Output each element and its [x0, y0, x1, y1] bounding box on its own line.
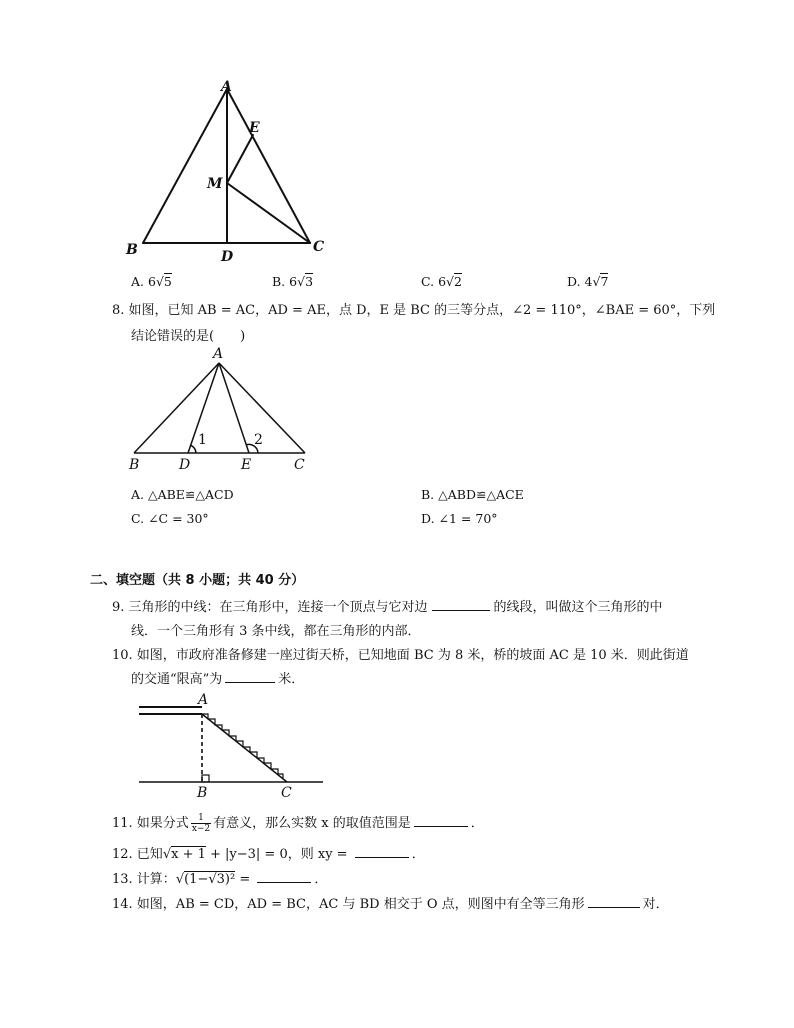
q10-text-b: 米． — [278, 672, 305, 687]
label-e: E — [241, 457, 252, 473]
figure-q10 — [135, 700, 330, 790]
fraction-numerator: 1 — [191, 813, 211, 824]
option-letter: B. — [272, 274, 286, 289]
q8-option-d[interactable]: D. ∠1 = 70° — [421, 511, 498, 526]
option-coef: 4 — [584, 274, 593, 289]
q14-text: 14. 如图，AB = CD，AD = BC，AC 与 BD 相交于 O 点，则图中有全等三角形 — [112, 897, 585, 912]
q9-line2: 线．一个三角形有 3 条中线，都在三角形的内部． — [131, 624, 421, 639]
option-letter: C. — [421, 274, 435, 289]
figure-q8 — [125, 355, 315, 465]
q8-stem-line1: 8. 如图，已知 AB = AC，AD = AE，点 D，E 是 BC 的三等分点，∠2 = 110°，∠BAE = 60°，下列 — [112, 303, 716, 318]
label-m: M — [207, 176, 223, 192]
sqrt-icon: √ — [162, 847, 172, 862]
q7-option-d[interactable] — [567, 274, 608, 289]
q12-end: ． — [411, 847, 425, 862]
q14-end: 对． — [642, 897, 669, 912]
q12-mid: + |y−3| = 0，则 xy = — [205, 847, 352, 862]
q10-answer-blank[interactable] — [225, 670, 275, 683]
label-b: B — [126, 242, 138, 258]
q7-option-c[interactable] — [421, 274, 462, 289]
label-c: C — [294, 457, 305, 473]
label-d: D — [179, 457, 191, 473]
option-radicand: 3 — [305, 274, 314, 289]
q9-line1 — [112, 596, 663, 615]
q9-text-b: 的线段，叫做这个三角形的中 — [493, 600, 663, 615]
segment-mc — [227, 183, 310, 243]
label-c: C — [281, 785, 292, 801]
figure-q7 — [120, 75, 340, 270]
option-radicand: 7 — [600, 274, 609, 289]
sqrt-icon: √ — [175, 872, 185, 887]
section-title: 二、填空题（共 8 小题；共 40 分） — [90, 573, 305, 588]
q13-radicand: (1−√3)² — [184, 872, 236, 887]
q11-prefix: 11. 如果分式 — [112, 816, 189, 831]
label-a: A — [221, 79, 232, 95]
sqrt-icon: √ — [297, 274, 306, 289]
q10-text-a: 的交通“限高”为 — [131, 672, 223, 687]
sqrt-icon: √ — [446, 274, 454, 289]
option-letter: D. — [567, 274, 581, 289]
label-b: B — [129, 457, 140, 473]
q11-end: ． — [470, 816, 484, 831]
label-a: A — [213, 346, 224, 362]
option-letter: A. — [131, 274, 145, 289]
q8-stem-line2: 结论错误的是( ) — [131, 329, 246, 344]
right-angle-mark — [202, 775, 209, 782]
label-e: E — [249, 120, 260, 136]
segment-ab — [143, 89, 227, 243]
q9-answer-blank[interactable] — [432, 598, 490, 611]
q11-line — [112, 812, 484, 834]
q14-line — [112, 893, 669, 912]
q12-prefix: 12. 已知 — [112, 847, 163, 862]
label-b: B — [197, 785, 208, 801]
angle-1-label: 1 — [198, 432, 207, 448]
q11-suffix: 有意义，那么实数 x 的取值范围是 — [213, 816, 411, 831]
q8-option-c[interactable]: C. ∠C = 30° — [131, 511, 209, 526]
q11-answer-blank[interactable] — [414, 814, 468, 827]
q8-option-b[interactable]: B. △ABD≌△ACE — [421, 487, 524, 502]
label-d: D — [221, 249, 234, 265]
q10-line2 — [131, 668, 304, 687]
q13-line — [112, 868, 327, 887]
fraction-denominator: x−2 — [191, 824, 211, 834]
sqrt-icon: √ — [592, 274, 601, 289]
angle-2-label: 2 — [254, 432, 263, 448]
label-a: A — [198, 692, 209, 708]
q14-answer-blank[interactable] — [588, 895, 640, 908]
q9-text-a: 9. 三角形的中线：在三角形中，连接一个顶点与它对边 — [112, 600, 428, 615]
q12-answer-blank[interactable] — [355, 845, 409, 858]
fraction — [191, 813, 211, 834]
q10-line1: 10. 如图，市政府准备修建一座过街天桥，已知地面 BC 为 8 米，桥的坡面 AC 是 10 米．则此街道 — [112, 648, 689, 663]
option-coef: 6 — [148, 274, 156, 289]
q13-mid: = — [235, 872, 255, 887]
q13-prefix: 13. 计算： — [112, 872, 176, 887]
segment-ae — [219, 363, 249, 453]
label-c: C — [313, 239, 325, 255]
option-coef: 6 — [438, 274, 447, 289]
q13-answer-blank[interactable] — [257, 870, 311, 883]
q8-option-a[interactable]: A. △ABE≌△ACD — [131, 487, 234, 502]
q13-end: ． — [314, 872, 328, 887]
option-coef: 6 — [289, 274, 298, 289]
segment-me — [227, 135, 253, 183]
segment-ac — [227, 89, 310, 243]
sqrt-icon: √ — [155, 274, 164, 289]
option-radicand: 2 — [454, 274, 462, 289]
q12-radicand: x + 1 — [171, 847, 206, 862]
q12-line — [112, 843, 425, 862]
q7-option-b[interactable] — [272, 274, 313, 289]
q7-option-a[interactable] — [131, 274, 172, 289]
option-radicand: 5 — [163, 274, 172, 289]
